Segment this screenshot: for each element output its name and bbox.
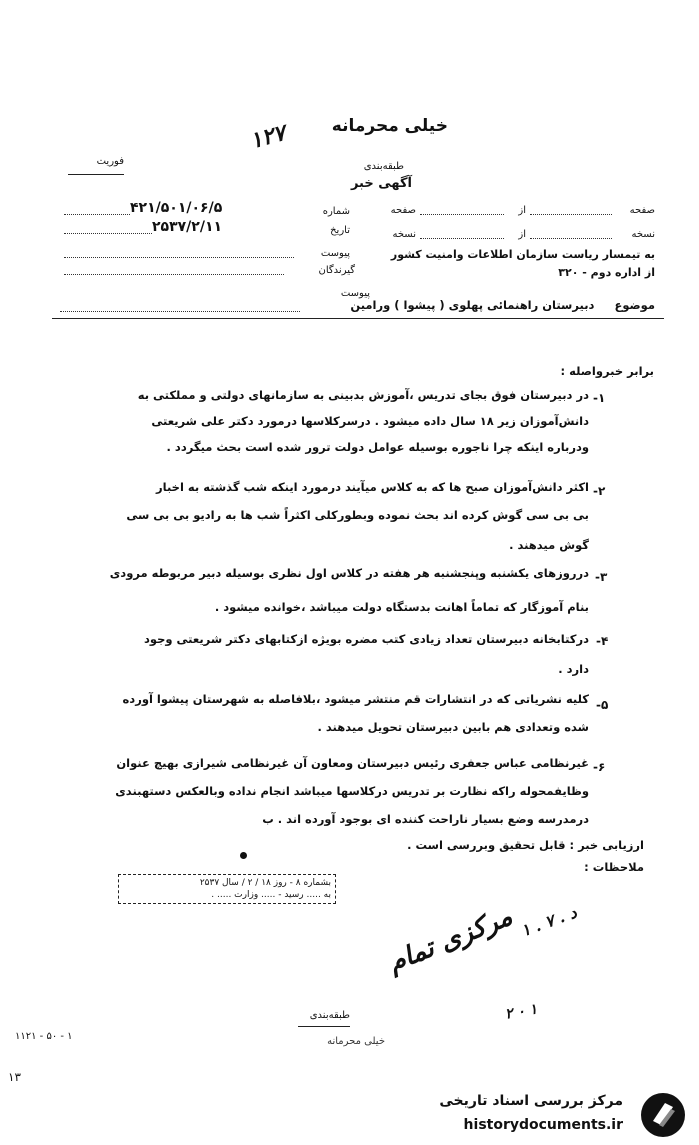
subject-dots: [60, 311, 300, 312]
number-label: شماره: [322, 206, 350, 217]
copy-dots: [530, 238, 612, 239]
post-dots: [64, 257, 294, 258]
page-number: ۱۳: [8, 1070, 21, 1084]
item-number-4: ۴-: [596, 634, 609, 648]
recipients-dots: [64, 274, 284, 275]
item-number-6: ۶-: [593, 760, 606, 774]
item-1-line-3: ودرباره اینکه چرا ناجوره بوسیله عوامل دولت ترور شده است بحث میگردد .: [166, 440, 589, 454]
item-4-line-2: دارد .: [558, 662, 589, 676]
urgency-line: [68, 174, 124, 175]
registration-stamp: [118, 874, 336, 904]
recipients-label: گیرندگان: [318, 265, 355, 276]
watermark-title: مرکز بررسی اسناد تاریخی: [439, 1093, 623, 1109]
item-6-line-1: غیرنظامی عباس جعفری رئیس دبیرستان ومعاون آن غیرنظامی شیرازی بهیچ عنوان: [116, 756, 589, 770]
archive-logo-icon: [639, 1091, 687, 1139]
item-number-3: ۳-: [595, 570, 608, 584]
date-dots: [64, 233, 152, 234]
item-6-line-2: وظایفمحوله راکه نظارت بر تدریس درکلاسها میباشد انجام نداده وبالعکس دستهبندی: [115, 784, 589, 798]
date-value: ۲۵۳۷/۲/۱۱: [152, 219, 223, 235]
item-3-line-2: بنام آموزگار که تماماً اهانت بدستگاه دولت میباشد ،خوانده میشود .: [214, 600, 589, 614]
item-1-line-2: دانش‌آموزان زیر ۱۸ سال داده میشود . درسرکلاسها درمورد دکتر علی شریعتی: [151, 414, 589, 428]
date-label: تاریخ: [330, 225, 350, 236]
handwritten-mark: ۲ ۰ ۱: [503, 1001, 539, 1023]
post-label: پیوست: [320, 248, 350, 259]
page-from-dots: [420, 214, 504, 215]
intro-line: برابر خبرواصله :: [560, 364, 654, 378]
annex-label: پیوست: [340, 288, 370, 299]
copy-label: نسخه: [631, 229, 655, 240]
item-3-line-1: درروزهای یکشنبه وپنجشنبه هر هفته در کلاس اول نظری بوسیله دبیر مربوطه مرودی: [109, 566, 589, 580]
addressee: به تیمسار ریاست سازمان اطلاعات وامنیت کشور: [390, 248, 655, 261]
handwritten-number: ۱۲۷: [247, 119, 289, 155]
item-6-line-3: درمدرسه وضع بسیار ناراحت کننده ای بوجود آورده اند . ب: [262, 812, 589, 826]
copy-from-dots: [420, 238, 504, 239]
bottom-classification-value: خیلی محرمانه: [327, 1036, 385, 1047]
item-4-line-1: درکتابخانه دبیرستان تعداد زیادی کتب مضره بویژه ازکتابهای دکتر شریعتی وجود: [143, 632, 589, 646]
item-2-line-1: اکثر دانش‌آموزان صبح ها که به کلاس میآیند درمورد اینکه شب گذشته به اخبار: [156, 480, 589, 494]
urgency-label: فوریت: [96, 156, 124, 167]
stamp-line-2: به ..... رسید - ..... وزارت ..... .: [211, 890, 331, 900]
page-from-label: از: [518, 205, 526, 216]
news-type: آگهی خبر: [350, 176, 412, 191]
item-number-5: ۵-: [596, 698, 609, 712]
item-1-line-1: در دبیرستان فوق بجای تدریس ،آموزش بدبینی به سازمانهای دولتی و مملکتی به: [137, 388, 589, 402]
ink-dot: [240, 852, 247, 859]
copy-from-label: از: [518, 229, 526, 240]
subject-label: موضوع: [614, 298, 655, 312]
item-2-line-2: بی بی سی گوش کرده اند بحث نموده وبطورکلی اکثراً شب ها به رادیو بی بی سی: [126, 508, 589, 522]
stamp-line-1: بشماره ۸ - روز ۱۸ / ۲ / سال ۲۵۳۷: [199, 878, 331, 888]
item-number-2: ۲-: [593, 484, 606, 498]
assessment: ارزیابی خبر : قابل تحقیق وبررسی است .: [407, 838, 644, 852]
bottom-classification-line: [298, 1026, 350, 1027]
item-5-line-2: شده وتعدادی هم بابین دبیرستان تحویل میدهند .: [317, 720, 589, 734]
handwritten-signature: مرکزی تمام: [384, 901, 517, 979]
number-dots: [64, 214, 130, 215]
watermark-url: historydocuments.ir: [463, 1117, 623, 1133]
bottom-classification-label: طبقه‌بندی: [309, 1010, 350, 1021]
subject-line: [310, 298, 655, 312]
form-code: ۱۱۲۱ - ۵۰ - ۱: [15, 1031, 73, 1042]
classification-title: خیلی محرمانه: [331, 116, 448, 136]
item-2-line-3: گوش میدهند .: [509, 538, 589, 552]
classification-label: طبقه‌بندی: [363, 161, 404, 172]
copy-label-2: نسخه: [392, 229, 416, 240]
watermark: [399, 1085, 699, 1145]
item-5-line-1: کلیه نشریاتی که در انتشارات قم منتشر میشود ،بلافاصله به شهرستان پیشوا آورده: [122, 692, 589, 706]
page-label: صفحه: [629, 205, 655, 216]
item-number-1: ۱-: [593, 391, 606, 405]
number-value: ۴۲۱/۵۰۱/۰۶/۵: [130, 200, 223, 216]
subject-text: دبیرستان راهنمائی پهلوی ( پیشوا ) ورامین: [350, 298, 595, 312]
subject-divider: [52, 318, 664, 319]
page-dots: [530, 214, 612, 215]
notes-label: ملاحظات :: [584, 860, 644, 874]
handwritten-note: د . ۷ . ۱: [518, 902, 580, 941]
from-office: از اداره دوم - ۳۲۰: [558, 266, 655, 279]
page-label-2: صفحه: [390, 205, 416, 216]
